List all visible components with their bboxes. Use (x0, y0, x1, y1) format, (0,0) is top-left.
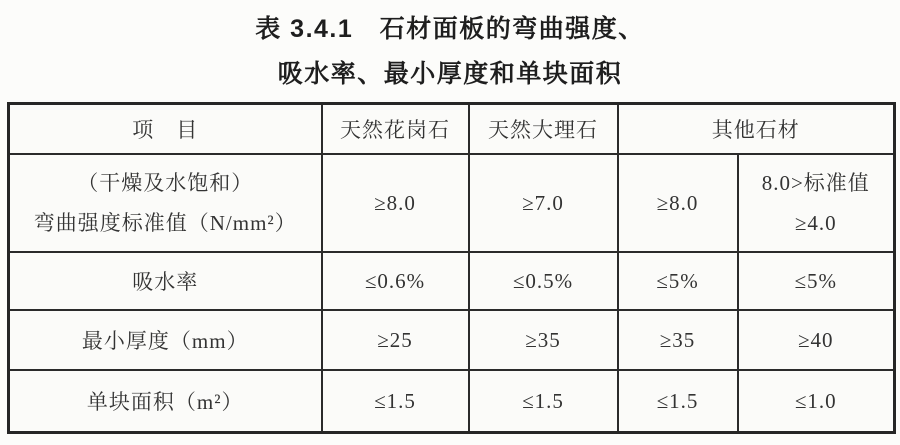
row-label-line2: 弯曲强度标准值（N/mm²） (33, 211, 297, 235)
stone-panel-spec-table (7, 102, 896, 434)
table-row-min-thickness (9, 310, 895, 370)
cell-other1-thickness: ≥35 (618, 310, 738, 370)
cell-marble-bending: ≥7.0 (469, 154, 618, 252)
cell-other2-line2: ≥4.0 (794, 211, 837, 235)
row-label-water-absorption: 吸水率 (9, 252, 322, 310)
table-row-bending-strength (9, 154, 895, 252)
row-label-unit-area: 单块面积（m²） (9, 370, 322, 433)
cell-other1-area: ≤1.5 (618, 370, 738, 433)
cell-granite-area: ≤1.5 (322, 370, 469, 433)
row-label-bending-strength (9, 154, 322, 252)
cell-granite-bending: ≥8.0 (322, 154, 469, 252)
table-title (0, 0, 900, 97)
header-marble: 天然大理石 (469, 104, 618, 155)
cell-other2-absorption: ≤5% (738, 252, 895, 310)
cell-other1-bending: ≥8.0 (618, 154, 738, 252)
header-granite: 天然花岗石 (322, 104, 469, 155)
cell-granite-thickness: ≥25 (322, 310, 469, 370)
row-label-min-thickness: 最小厚度（mm） (9, 310, 322, 370)
table-row-water-absorption (9, 252, 895, 310)
header-row (9, 104, 895, 155)
cell-marble-thickness: ≥35 (469, 310, 618, 370)
cell-other2-area: ≤1.0 (738, 370, 895, 433)
table-row-unit-area (9, 370, 895, 433)
table-title-line2: 吸水率、最小厚度和单块面积 (277, 60, 623, 88)
cell-other1-absorption: ≤5% (618, 252, 738, 310)
table-title-line1: 表 3.4.1 石材面板的弯曲强度、 (255, 15, 645, 43)
cell-other2-thickness: ≥40 (738, 310, 895, 370)
header-item: 项 目 (9, 104, 322, 155)
cell-other2-line1: 8.0>标准值 (761, 171, 870, 195)
cell-other2-bending (738, 154, 895, 252)
cell-marble-area: ≤1.5 (469, 370, 618, 433)
cell-marble-absorption: ≤0.5% (469, 252, 618, 310)
row-label-line1: （干燥及水饱和） (77, 171, 254, 195)
cell-granite-absorption: ≤0.6% (322, 252, 469, 310)
header-other-stone: 其他石材 (618, 104, 895, 155)
